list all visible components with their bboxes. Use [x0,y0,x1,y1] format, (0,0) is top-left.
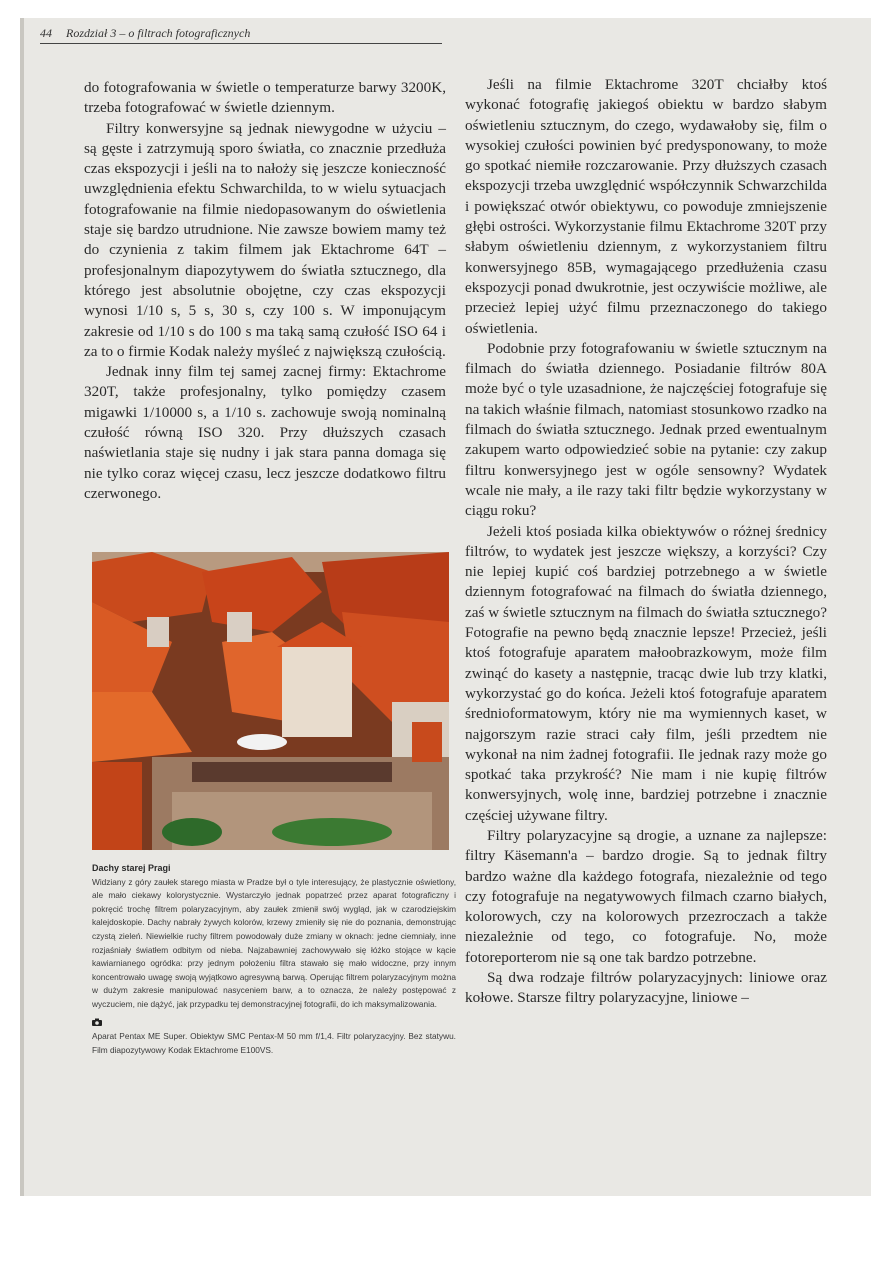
rooftops-illustration [92,552,449,850]
header-rule [40,43,442,44]
prague-rooftops-photo [92,552,449,850]
page-number: 44 [40,26,52,40]
running-header [40,26,440,44]
tech-info: Aparat Pentax ME Super. Obiektyw SMC Pentax-M 50 mm f/1,4. Filtr polaryzacyjny. Bez statywu. Film diapozytywowy Kodak Ektachrome E100VS. [92,1031,456,1055]
photo-caption [92,862,456,1057]
paragraph: Jeżeli ktoś posiada kilka obiektywów o różnej średnicy filtrów, to wydatek jest jeszcze większy, a korzyści? Czy nie lepiej kupić coś bardziej potrzebnego a w świetle dziennym fotografować na filmach do światła dziennego, zaś w świetle sztucznym na filmach do światła sztucznego? Fotografie na pewno będą znacznie lepsze! Przecież, jeśli ktoś fotografuje aparatem małoobrazkowym, może film zwinąć do kasety a następnie, tracąc dwie lub trzy klatki, wykorzystać go do końca. Jeżeli ktoś fotografuje aparatem średnioformatowym, który nie ma wymiennych kaset, w najgorszym razie straci cały film, jeśli przedtem nie wykonał na nim żadnej fotografii. Ile jednak razy może go spotkać taka przykrość? Nie mam i nie kupię filtrów konwersyjnych, wolę inne, bardziej potrzebne i znacznie częściej używane filtry. [465,522,827,824]
paragraph: Filtry konwersyjne są jednak niewygodne w użyciu – są gęste i zatrzymują sporo światła, co znacznie przedłuża czas ekspozycji i jeśli na to nałoży się jeszcze konieczność uwzględnienia efektu Schwarchilda, to w wielu sytuacjach fotografowanie na filmie niedopasowanym do oświetlenia staje się bardzo utrudnione. Nie zawsze bowiem mamy też do czynienia z takim filmem jak Ektachrome 64T – profesjonalnym diapozytywem do światła sztucznego, dla którego jest absolutnie obojętne, czy czas ekspozycji wynosi 1/10 s, 5 s, 30 s, czy 100 s. W imponującym zakresie od 1/10 s do 100 s ma taką samą czułość ISO 64 i za to o firmie Kodak należy myśleć z największą czułością. [84,119,446,360]
caption-title: Dachy starej Pragi [92,863,171,873]
paragraph: Są dwa rodzaje filtrów polaryzacyjnych: liniowe oraz kołowe. Starsze filtry polaryzacyjne, liniowe – [465,969,827,1007]
camera-icon [92,1018,102,1026]
chapter-title: Rozdział 3 – o filtrach fotograficznych [66,26,251,40]
page-edge [20,18,24,1196]
paragraph: Jednak inny film tej samej zacnej firmy: Ektachrome 320T, także profesjonalny, tylko pomiędzy czasem migawki 1/10000 s, a 1/10 s. zachowuje swoją nominalną czułość równą ISO 320. Przy dłuższych czasach naświetlania staje się nudny i jak stara panna domaga się nie tylko coraz więcej czasu, lecz jeszcze dodatkowo filtru czerwonego. [84,363,446,502]
paragraph: do fotografowania w świetle o temperaturze barwy 3200K, trzeba fotografować w świetle dziennym. [84,79,446,117]
right-column [465,75,827,1009]
paragraph: Jeśli na filmie Ektachrome 320T chciałby ktoś wykonać fotografię jakiegoś obiektu w bardzo słabym oświetleniu sztucznym, do czego, wydawałoby się, film o wysokiej czułości powinien być predysponowany, to może go spotkać niemiłe rozczarowanie. Przy dłuższych czasach ekspozycji trzeba uwzględnić współczynnik Schwarzchilda i powiększać otwór obiektywu, co powoduje zmniejszenie głębi ostrości. Wykorzystanie filmu Ektachrome 320T przy słabym oświetleniu dziennym, z wykorzystaniem filtru konwersyjnego 85B, wymagającego przedłużenia czasu ekspozycji ponad dwukrotnie, jest oczywiście możliwe, ale przecież lepiej użyć filmu przeznaczonego do takiego oświetlenia. [465,76,827,337]
caption-text: Widziany z góry zaułek starego miasta w Pradze był o tyle interesujący, że plastycznie oświetlony, ale mało ciekawy kolorystycznie. Wystarczyło jednak popatrzeć przez aparat fotograficzny i pokręcić trochę filtrem polaryzacyjnym, aby zaułek zmienił swój wygląd, jak w czarodziejskim kalejdoskopie. Dachy nabrały żywych kolorów, krzewy zmieniły się nie do poznania, demonstrując czystą zieleń. Niewielkie ruchy filtrem powodowały duże zmiany w oknach: jedne ciemniały, inne rozjaśniały światłem odbitym od nieba. Najzabawniej zachowywało się łóżko stojące w kącie kawiarnianego ogródka: przy jednym położeniu filtra stawało się mało widoczne, przy innym koncentrowało uwagę swoją wyjątkowo agresywną barwą. Operując filtrem polaryzacyjnym można w dużym zakresie manipulować nasyceniem barw, a to oznacza, że należy postępować z wyczuciem, nie dążyć, jak przypadku tej demonstracyjnej fotografii, do ich maksymalizowania. [92,876,456,1009]
paragraph: Podobnie przy fotografowaniu w świetle sztucznym na filmach do światła dziennego. Posiadanie filtrów 80A może być o tyle uzasadnione, że najczęściej fotografuje się na takich właśnie filmach, natomiast stosunkowo rzadko na filmach do światła sztucznego. Jednak przed ewentualnym zakupem warto odpowiedzieć sobie na pytanie: czy zakup filtru konwersyjnego jest w ogóle sensowny? Wydatek wcale nie mały, a ile razy taki filtr będzie wykorzystany w ciągu roku? [465,339,827,520]
paragraph: Filtry polaryzacyjne są drogie, a uznane za najlepsze: filtry Käsemann'a – bardzo drogie. Są to jednak filtry bardzo ważne dla każdego fotografa, niezależnie od tego czy fotografuje na negatywowych filmach czarno białych, kolorowych, czy na kolorowych przezroczach a także niezależnie od tego, co fotografuje. No, może fotoreporterom nie są one tak bardzo potrzebne. [465,826,827,966]
left-column [84,78,446,504]
